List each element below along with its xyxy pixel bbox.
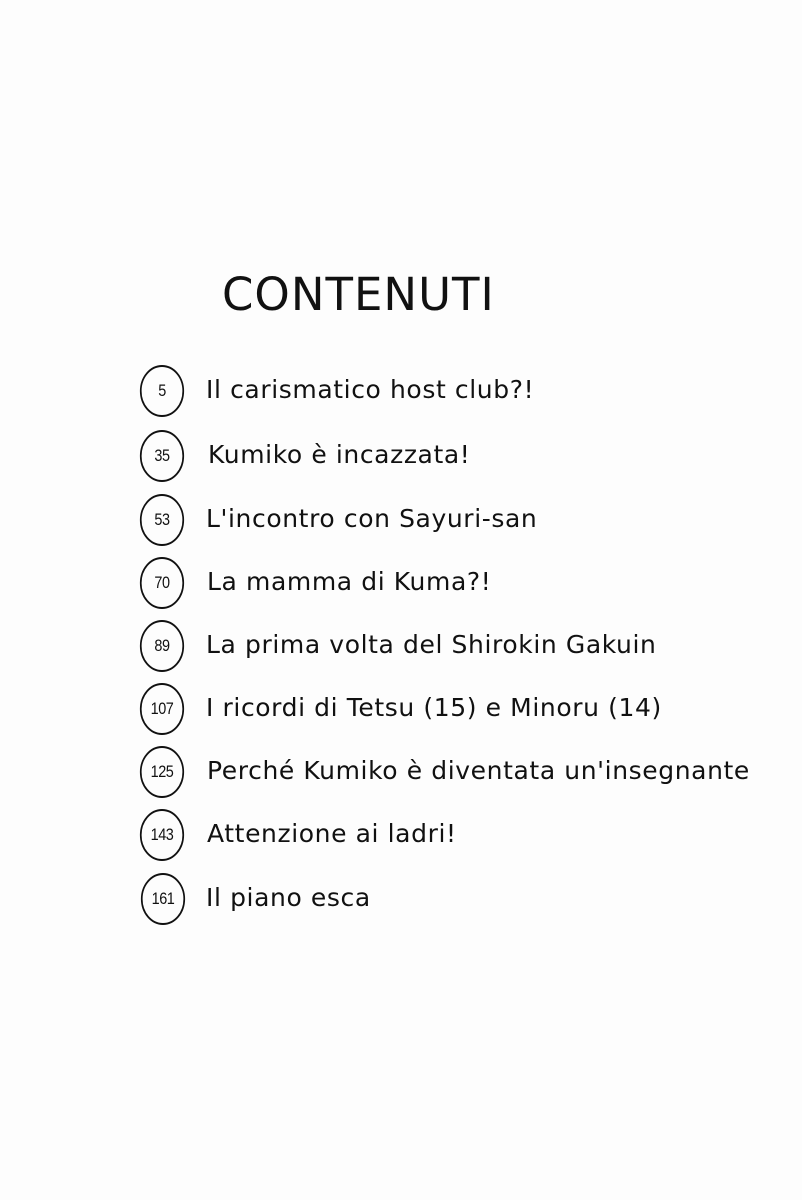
page-number-circle: 143: [140, 809, 184, 861]
page-number-circle: 89: [140, 620, 184, 672]
chapter-title: La mamma di Kuma?!: [207, 567, 492, 596]
chapter-title: Attenzione ai ladri!: [207, 819, 457, 848]
toc-entry: [134, 365, 794, 421]
chapter-title: Il piano esca: [206, 883, 371, 912]
chapter-title: Kumiko è incazzata!: [208, 440, 471, 469]
chapter-title: La prima volta del Shirokin Gakuin: [206, 630, 657, 659]
page-number-circle: 53: [140, 494, 184, 546]
chapter-title: I ricordi di Tetsu (15) e Minoru (14): [206, 693, 662, 722]
chapter-title: Perché Kumiko è diventata un'insegnante: [207, 756, 750, 785]
toc-entry: [134, 809, 794, 865]
chapter-title: L'incontro con Sayuri-san: [206, 504, 538, 533]
page-title: CONTENUTI: [222, 268, 495, 321]
toc-entry: [134, 746, 794, 802]
toc-entry: [134, 494, 794, 550]
toc-entry: [134, 620, 794, 676]
toc-entry: [134, 683, 794, 739]
chapter-title: Il carismatico host club?!: [206, 375, 535, 404]
toc-entry: [134, 873, 794, 929]
page-number-circle: 107: [140, 683, 184, 735]
page-number-circle: 161: [141, 873, 185, 925]
page-number-circle: 70: [140, 557, 184, 609]
page-number-circle: 35: [140, 430, 184, 482]
toc-entry: [134, 430, 794, 486]
page-number-circle: 5: [140, 365, 184, 417]
page-number-circle: 125: [140, 746, 184, 798]
toc-entry: [134, 557, 794, 613]
